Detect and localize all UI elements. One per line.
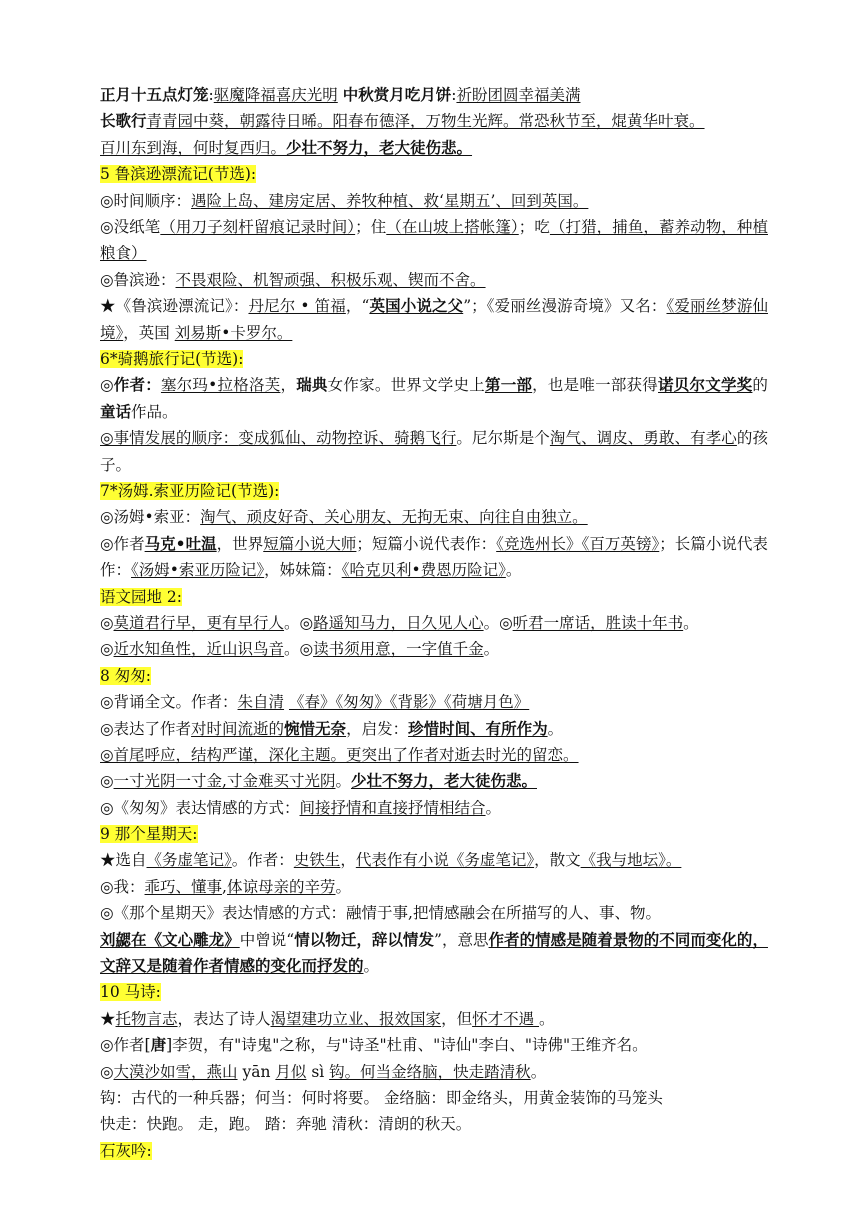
heading-text: 5 鲁滨逊漂流记(节选):: [100, 165, 257, 184]
underlined-text: 《哈克贝利•费恩历险记》: [341, 561, 506, 580]
text-span: ◎我：: [100, 877, 145, 896]
text-span: ◎表达了作者: [100, 719, 192, 738]
text-line: [100, 610, 768, 636]
underlined-text: （在山坡上搭帐篷）: [386, 217, 519, 236]
underlined-text: 怀才不遇: [472, 1009, 540, 1028]
text-span: 。: [683, 613, 699, 632]
text-line: [100, 768, 768, 794]
text-span: ；吃: [518, 217, 550, 236]
text-span: ，也是唯一部获得: [532, 376, 659, 395]
underlined-text: 渴望建功立业、报效国家: [270, 1009, 442, 1028]
text-span: 的孩子。: [100, 429, 768, 474]
underlined-text: 刘易斯•卡罗尔。: [174, 323, 293, 342]
text-span: 。尼尔斯是个: [456, 429, 550, 448]
text-span: :: [451, 86, 457, 104]
underlined-text: 百川东到海，何时复西归。: [100, 138, 287, 157]
text-line: [100, 636, 768, 662]
underlined-text: 塞尔玛•拉格洛芙: [160, 376, 281, 395]
text-line: [100, 716, 768, 742]
heading-text: 语文园地 2:: [100, 587, 183, 606]
text-line: [100, 742, 768, 768]
underlined-text: 驱魔降福喜庆光明: [213, 86, 338, 104]
underlined-text: 近水知鱼性，近山识鸟音: [113, 640, 285, 659]
section-heading: [100, 1138, 768, 1164]
underlined-text: 惋惜无奈: [284, 718, 347, 738]
underlined-text: 淘气、顽皮好奇、关心朋友、无拘无束、向往自由独立。: [200, 508, 588, 527]
underlined-text: 珍惜时间、有所作为: [408, 718, 548, 738]
text-span: 。: [505, 561, 522, 580]
text-line: [100, 188, 768, 214]
text-span: 女作家。世界文学史上: [327, 376, 485, 395]
text-span: 。: [335, 772, 351, 791]
text-line: [100, 82, 768, 108]
text-span: ，世界: [216, 534, 264, 553]
text-span: 正月十五点灯笼: [100, 85, 209, 104]
underlined-text: 体谅母亲的辛劳: [226, 877, 336, 896]
text-span: 。◎: [483, 613, 513, 632]
section-heading: [100, 821, 768, 847]
text-span: ◎《匆匆》表达情感的方式：: [100, 798, 300, 817]
text-span: ，但: [441, 1009, 473, 1028]
underlined-text: 第一部: [484, 375, 533, 395]
underlined-text: 少壮不努力，老大徒伤悲。: [286, 137, 473, 157]
text-line: [100, 108, 768, 134]
text-span: ,: [222, 877, 227, 896]
underlined-text: 《务虚笔记》: [146, 851, 232, 870]
underlined-text: 莫道君行早，更有早行人: [113, 613, 285, 632]
section-heading: [100, 979, 768, 1005]
text-span: 童话: [100, 401, 132, 421]
text-line: [100, 1032, 768, 1058]
text-line: [100, 214, 768, 267]
underlined-text: 《汤姆•索亚历险记》: [131, 561, 265, 580]
underlined-text: 《爱丽丝梦游仙境》: [100, 297, 768, 342]
text-span: 的: [752, 376, 768, 395]
text-span: ，英国: [123, 323, 175, 342]
text-line: [100, 1111, 768, 1137]
text-line: [100, 293, 768, 346]
underlined-text: 少壮不努力，老大徒伤悲。: [350, 771, 537, 791]
text-span: ◎没纸笔: [100, 217, 161, 236]
text-line: [100, 425, 768, 478]
underlined-text: 朱自清: [237, 693, 285, 712]
text-span: ◎: [100, 1062, 114, 1081]
underlined-text: 对时间流逝的: [191, 719, 285, 738]
section-heading: [100, 663, 768, 689]
text-span: 情以物迁，辞以情发: [294, 929, 434, 949]
underlined-text: 史铁生: [293, 851, 341, 870]
underlined-text: ◎首尾呼应，结构严谨，深化主题。更突出了作者对逝去时光的留恋。: [100, 745, 579, 764]
text-span: ，散文: [534, 851, 581, 870]
underlined-text: 一寸光阴一寸金,寸金难买寸光阴: [113, 772, 336, 791]
underlined-text: 托物言志: [115, 1009, 178, 1028]
underlined-text: 短篇小说大师: [263, 534, 357, 553]
text-line: [100, 135, 768, 161]
underlined-text: 丹尼尔 • 笛福: [248, 297, 346, 316]
text-span: yān: [237, 1062, 276, 1081]
text-span: ，启发：: [346, 719, 409, 738]
text-span: ；长篇小说代表作：: [100, 534, 768, 580]
text-span: ，: [340, 851, 356, 870]
text-span: ◎时间顺序：: [100, 191, 192, 210]
section-heading: [100, 161, 768, 187]
text-line: [100, 1006, 768, 1032]
text-span: ★: [100, 1009, 116, 1028]
underlined-text: 马克•吐温: [144, 533, 217, 553]
underlined-text: 月似: [275, 1062, 307, 1081]
text-span: 作品。: [131, 402, 178, 421]
text-span: ◎作者[: [100, 1036, 151, 1055]
text-span: ；短篇小说代表作：: [356, 534, 497, 553]
underlined-text: 《我与地坛》。: [580, 851, 682, 870]
text-line: [100, 689, 768, 715]
text-span: ◎作者: [100, 534, 145, 553]
underlined-text: 英国小说之父: [369, 296, 464, 316]
underlined-text: 淘气、调皮、勇敢、有孝心: [549, 429, 737, 448]
text-line: [100, 504, 768, 530]
underlined-text: 路遥知马力，日久见人心: [313, 613, 484, 632]
heading-text: 10 马诗:: [100, 983, 161, 1002]
text-span: 。: [483, 640, 500, 659]
underlined-text: 刘勰在《文心雕龙》: [100, 929, 240, 949]
text-span: 。◎: [284, 613, 314, 632]
underlined-text: 听君一席话，胜读十年书: [512, 613, 684, 632]
underlined-text: 遇险上岛、建房定居、养牧种植、救‘星期五’、回到英国。: [191, 191, 589, 210]
underlined-text: 青青园中葵，朝露待日晞。阳春布德泽，万物生光辉。常恐秋节至，焜黄华叶衰。: [146, 112, 705, 131]
text-line: [100, 531, 768, 584]
text-span: ；住: [355, 217, 387, 236]
section-heading: [100, 346, 768, 372]
heading-text: 7*汤姆.索亚历险记(节选):: [100, 481, 280, 500]
underlined-text: 诺贝尔文学奖: [658, 375, 753, 395]
text-span: ◎背诵全文。作者：: [100, 693, 238, 712]
underlined-text: 读书须用意，一字值千金: [313, 640, 484, 659]
text-span: 。: [539, 1009, 555, 1028]
text-span: ◎作者：: [100, 375, 161, 395]
heading-text: 6*骑鹅旅行记(节选):: [100, 349, 244, 368]
text-span: ★选自: [100, 851, 147, 870]
text-span: 唐: [150, 1035, 167, 1055]
text-span: ◎: [100, 772, 114, 791]
text-line: [100, 847, 768, 873]
text-span: 。◎: [284, 640, 314, 659]
text-span: ★《鲁滨逊漂流记》：: [100, 297, 249, 316]
text-span: ◎: [100, 640, 114, 659]
underlined-text: 乖巧、懂事: [144, 877, 223, 896]
heading-text: 8 匆匆:: [100, 666, 152, 685]
text-span: 快走：快跑。 走，跑。 踏：奔驰 清秋：清朗的秋天。: [100, 1115, 472, 1134]
text-span: ◎汤姆•索亚：: [100, 508, 201, 527]
text-span: 。: [530, 1062, 547, 1081]
section-heading: [100, 478, 768, 504]
text-span: ，“: [345, 297, 370, 316]
text-line: [100, 1085, 768, 1111]
underlined-text: 大漠沙如雪，燕山: [113, 1062, 238, 1081]
underlined-text: 间接抒情和直接抒情相结合: [299, 798, 486, 817]
text-line: [100, 874, 768, 900]
text-span: ，姊妹篇：: [264, 561, 342, 580]
text-span: 长歌行: [100, 111, 147, 131]
text-span: 中秋赏月吃月饼: [342, 85, 452, 104]
text-line: [100, 372, 768, 425]
text-span: ]李贺，有"诗鬼"之称，与"诗圣"杜甫、"诗仙"李白、"诗佛"王维齐名。: [166, 1036, 648, 1055]
text-line: [100, 267, 768, 293]
text-line: [100, 1059, 768, 1085]
underlined-text: 不畏艰险、机智顽强、积极乐观、锲而不舍。: [175, 270, 486, 289]
text-span: 。作者：: [231, 851, 294, 870]
underlined-text: （用刀子刻杆留痕记录时间）: [160, 217, 356, 236]
text-span: 。: [363, 957, 380, 976]
document-page: [100, 82, 768, 1164]
text-line: [100, 795, 768, 821]
underlined-text: 代表作有小说《务虚笔记》: [355, 851, 535, 870]
text-span: sì: [306, 1062, 330, 1081]
underlined-text: 作者的情感是随着景物的不同而变化的，文辞又是随着作者情感的变化而抒发的: [100, 929, 768, 976]
text-span: ◎鲁滨逊：: [100, 270, 176, 289]
underlined-text: 祈盼团圆幸福美满: [456, 86, 581, 104]
text-line: [100, 927, 768, 980]
underlined-text: 变成狐仙、动物控诉、骑鹅飞行: [238, 429, 457, 448]
text-span: 中曾说“: [239, 930, 295, 949]
underlined-text: （打猎，捕鱼，蓄养动物，种植粮食）: [100, 217, 768, 263]
underlined-text: ◎事情发展的顺序：: [100, 429, 239, 448]
text-span: ◎: [100, 613, 114, 632]
text-span: 瑞典: [296, 375, 328, 395]
text-span: ”，意思: [434, 930, 489, 949]
underlined-text: 《春》《匆匆》《背影》《荷塘月色》: [288, 693, 530, 712]
text-span: :: [208, 86, 214, 104]
text-span: ，: [280, 376, 297, 395]
text-span: 。: [335, 877, 352, 896]
text-line: [100, 900, 768, 926]
text-span: 钩：古代的一种兵器；何当：何时将要。 金络脑：即金络头，用黄金装饰的马笼头: [100, 1089, 663, 1108]
heading-text: 石灰吟:: [100, 1141, 152, 1160]
underlined-text: 钩。何当金络脑，快走踏清秋: [329, 1062, 531, 1081]
underlined-text: 《竞选州长》《百万英镑》: [496, 534, 660, 553]
text-span: ”；《爱丽丝漫游奇境》又名：: [463, 297, 667, 316]
text-span: 。: [485, 798, 502, 817]
text-span: ，表达了诗人: [177, 1009, 271, 1028]
heading-text: 9 那个星期天:: [100, 825, 198, 844]
section-heading: [100, 584, 768, 610]
text-span: ◎《那个星期天》表达情感的方式：融情于事,把情感融会在所描写的人、事、物。: [100, 904, 661, 923]
text-span: 。: [547, 719, 564, 738]
